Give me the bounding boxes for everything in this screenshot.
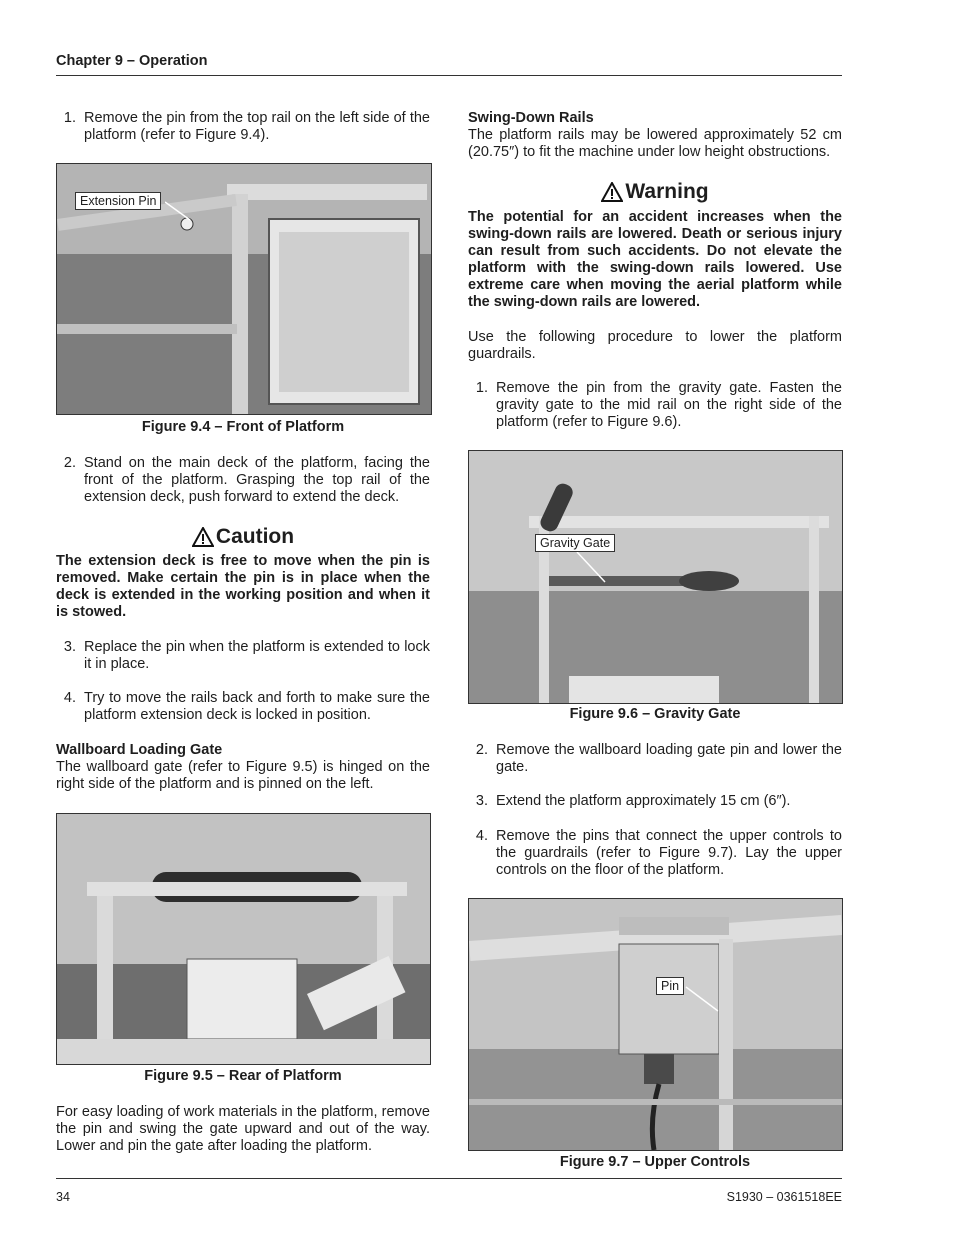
caution-heading (56, 525, 430, 549)
gravity-gate-leader (575, 552, 609, 586)
caution-title: Caution (215, 525, 295, 548)
step-text: Extend the platform approximately 15 cm (6″). (496, 793, 791, 809)
step-number: 3. (475, 793, 488, 809)
figure-9-7-caption: Figure 9.7 – Upper Controls (559, 1154, 751, 1170)
warning-body: The potential for an accident increases when the swing-down rails are lowered. Death or serious injury can result from such accidents. Do not elevate the platform with the swing-down rails lowered. Use extreme care when moving the aerial platform while the swing-down rails are lowered. (468, 209, 842, 310)
step-number: 1. (475, 380, 488, 396)
step-text: Try to move the rails back and forth to make sure the platform extension deck is locked in position. (84, 690, 430, 723)
wallboard-text: The wallboard gate (refer to Figure 9.5) is hinged on the right side of the platform and is pinned on the left. (56, 759, 430, 792)
right-step-1 (468, 380, 842, 431)
document-number: S1930 – 0361518EE (726, 1190, 842, 1204)
footer-rule (56, 1178, 842, 1179)
figure-9-4-caption: Figure 9.4 – Front of Platform (141, 419, 345, 435)
wallboard-heading: Wallboard Loading Gate (56, 742, 223, 758)
step-number: 4. (475, 828, 488, 844)
warning-triangle-icon (601, 182, 623, 202)
page-number: 34 (56, 1190, 70, 1204)
step-number: 2. (63, 455, 76, 471)
step-number: 1. (63, 110, 76, 126)
left-step-3 (56, 639, 430, 673)
warning-heading (468, 180, 842, 204)
extension-pin-callout: Extension Pin (75, 192, 161, 210)
step-text: Replace the pin when the platform is extended to lock it in place. (84, 639, 430, 672)
caution-body: The extension deck is free to move when the pin is removed. Make certain the pin is in place when the deck is extended in the working position and when it is stowed. (56, 553, 430, 620)
step-text: Remove the pin from the top rail on the left side of the platform (refer to Figure 9.4). (84, 110, 430, 143)
figure-9-5-photo (56, 813, 431, 1065)
step-number: 2. (475, 742, 488, 758)
warning-triangle-icon (192, 527, 214, 547)
procedure-intro: Use the following procedure to lower the platform guardrails. (468, 329, 842, 362)
figure-9-6-caption: Figure 9.6 – Gravity Gate (569, 706, 741, 722)
step-text: Stand on the main deck of the platform, facing the front of the platform. Grasping the top rail of the extension deck, push forward to extend the deck. (84, 455, 430, 505)
figure-9-6-photo (468, 450, 843, 704)
right-step-3 (468, 793, 842, 810)
step-number: 4. (63, 690, 76, 706)
pin-leader (684, 985, 720, 1013)
right-step-4 (468, 828, 842, 879)
pin-callout: Pin (656, 977, 684, 995)
extension-pin-leader (165, 200, 195, 222)
figure-9-5-caption: Figure 9.5 – Rear of Platform (144, 1068, 342, 1084)
step-text: Remove the pins that connect the upper controls to the guardrails (refer to Figure 9.7). Lay the upper controls on the floor of the platform. (496, 828, 842, 878)
loading-text: For easy loading of work materials in the platform, remove the pin and swing the gate upward and out of the way. Lower and pin the gate after loading the platform. (56, 1104, 430, 1154)
header-rule (56, 75, 842, 76)
left-step-2 (56, 455, 430, 506)
swing-text: The platform rails may be lowered approximately 52 cm (20.75″) to fit the machine under low height obstructions. (468, 127, 842, 160)
figure-9-7-photo (468, 898, 843, 1151)
left-step-4 (56, 690, 430, 724)
step-text: Remove the wallboard loading gate pin and lower the gate. (496, 742, 842, 775)
step-text: Remove the pin from the gravity gate. Fasten the gravity gate to the mid rail on the right side of the platform (refer to Figure 9.6). (496, 380, 842, 430)
warning-title: Warning (625, 180, 709, 203)
right-step-2 (468, 742, 842, 776)
left-step-1 (56, 110, 430, 144)
swing-heading: Swing-Down Rails (468, 110, 594, 126)
chapter-header: Chapter 9 – Operation (56, 53, 208, 69)
step-number: 3. (63, 639, 76, 655)
gravity-gate-callout: Gravity Gate (535, 534, 615, 552)
